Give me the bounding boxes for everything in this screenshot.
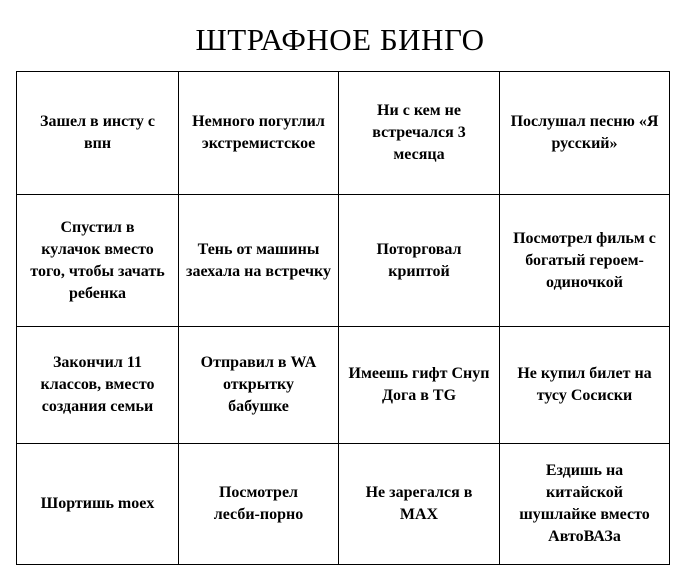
bingo-cell[interactable] (500, 327, 670, 444)
bingo-cell-text: Спустил в кулачок вместо того, чтобы зачать ребенка (30, 218, 165, 302)
bingo-cell-text: Ездишь на китайской шушлайке вместо АвтоВАЗа (519, 462, 650, 545)
bingo-cell-text: Поторговал криптой (376, 240, 462, 280)
bingo-cell[interactable] (17, 444, 179, 565)
bingo-cell-text: Тень от машины заехала на встречку (186, 240, 331, 280)
bingo-cell-text: Зашел в инсту с впн (40, 113, 155, 152)
bingo-cell-text: Закончил 11 классов, вместо создания семьи (40, 354, 155, 415)
bingo-cell[interactable] (500, 444, 670, 565)
bingo-cell-text: Шортишь moex (40, 495, 155, 512)
page-title: ШТРАФНОЕ БИНГО (195, 22, 485, 57)
bingo-cell[interactable] (500, 195, 670, 327)
bingo-grid (16, 71, 670, 565)
bingo-cell-text: Имеешь гифт Снуп Дога в TG (348, 365, 490, 404)
bingo-cell-text: Отправил в WA открытку бабушке (200, 354, 317, 415)
bingo-cell-text: Посмотрел фильм с богатый героем-одиночкой (513, 229, 656, 291)
bingo-cell[interactable] (339, 444, 500, 565)
bingo-cell[interactable] (500, 72, 670, 195)
bingo-row (17, 195, 670, 327)
bingo-cell[interactable] (339, 327, 500, 444)
bingo-cell[interactable] (179, 195, 339, 327)
bingo-cell-text: Послушал песню «Я русский» (510, 113, 659, 152)
bingo-cell[interactable] (339, 195, 500, 327)
bingo-cell-text: Ни с кем не встречался 3 месяца (372, 102, 466, 163)
bingo-row (17, 444, 670, 565)
bingo-cell[interactable] (179, 444, 339, 565)
bingo-cell[interactable] (17, 327, 179, 444)
bingo-cell[interactable] (339, 72, 500, 195)
bingo-cell[interactable] (17, 195, 179, 327)
bingo-cell[interactable] (17, 72, 179, 195)
bingo-cell-text: Не купил билет на тусу Сосиски (517, 365, 652, 404)
bingo-cell-text: Немного погуглил экстремистское (192, 113, 325, 152)
bingo-cell[interactable] (179, 327, 339, 444)
bingo-cell-text: Посмотрел лесби-порно (213, 484, 304, 523)
bingo-cell-text: Не зарегался в MAX (365, 484, 473, 523)
bingo-cell[interactable] (179, 72, 339, 195)
bingo-row (17, 327, 670, 444)
bingo-row (17, 72, 670, 195)
